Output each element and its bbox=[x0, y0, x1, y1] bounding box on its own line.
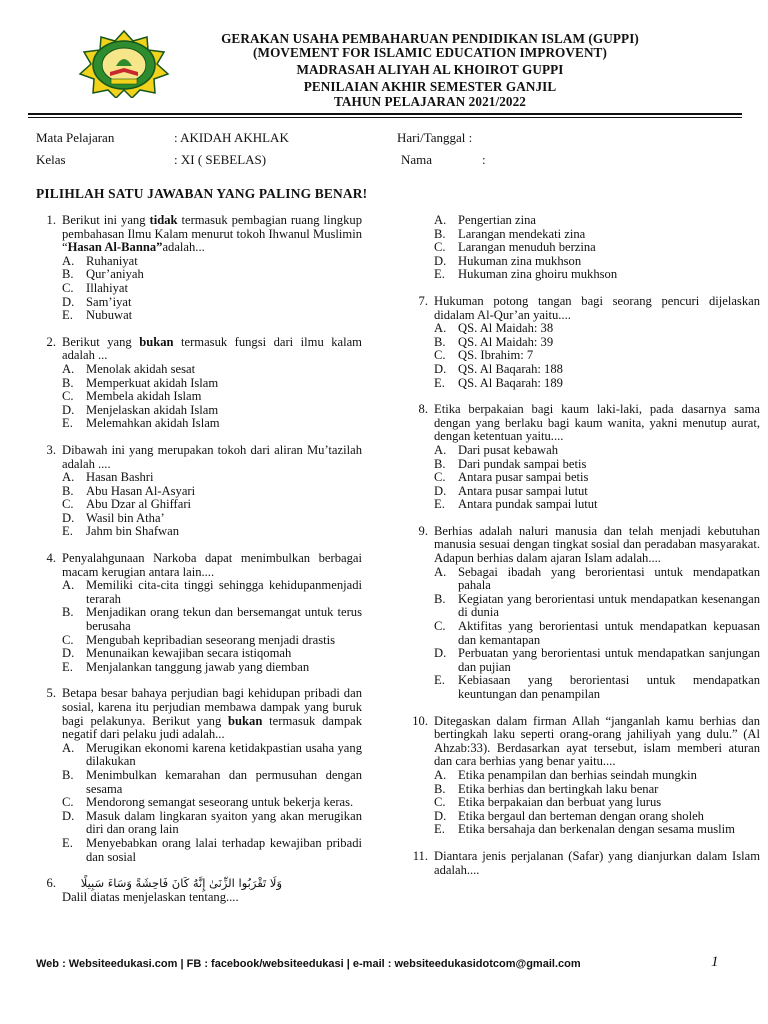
option-text: Sam’iyat bbox=[86, 294, 132, 309]
option-text: Etika berhias dan bertingkah laku benar bbox=[458, 781, 659, 796]
day-date-label: Hari/Tanggal : bbox=[397, 130, 473, 145]
option-text: Antara pusar sampai lutut bbox=[458, 483, 588, 498]
question-number: 11. bbox=[412, 848, 428, 863]
name-colon: : bbox=[482, 152, 486, 167]
option-item bbox=[62, 525, 362, 539]
option-letter: D. bbox=[62, 646, 75, 661]
question-text-part: Dibawah ini yang merupakan tokoh dari aliran Mu’tazilah adalah .... bbox=[62, 442, 362, 471]
option-letter: B. bbox=[434, 226, 446, 241]
option-text: Kegiatan yang berorientasi untuk mendapatkan kesenangan di dunia bbox=[458, 591, 760, 620]
option-letter: B. bbox=[434, 781, 446, 796]
question-number: 10. bbox=[412, 713, 428, 728]
question-text bbox=[434, 295, 760, 322]
header-line-1: GERAKAN USAHA PEMBAHARUAN PENDIDIKAN ISLAM (GUPPI) bbox=[221, 31, 639, 46]
option-text: Memiliki cita-cita tinggi sehingga kehidupanmenjadi terarah bbox=[86, 578, 362, 606]
option-letter: E. bbox=[434, 267, 445, 282]
option-item bbox=[434, 349, 760, 363]
option-text: Abu Dzar al Ghiffari bbox=[86, 497, 192, 512]
option-item bbox=[62, 634, 362, 648]
option-letter: D. bbox=[62, 294, 75, 309]
option-letter: E. bbox=[434, 375, 445, 390]
option-letter: A. bbox=[62, 253, 75, 268]
option-letter: C. bbox=[62, 632, 74, 647]
question-text-bold: tidak bbox=[149, 213, 178, 227]
option-item bbox=[62, 417, 362, 431]
option-letter: E. bbox=[62, 659, 73, 674]
question-text-part: termasuk dampak negatif dari pelaku judi adalah... bbox=[62, 713, 363, 742]
option-text: Antara pundak sampai lutut bbox=[458, 497, 598, 512]
option-letter: C. bbox=[62, 280, 74, 295]
option-text: Menjalankan tanggung jawab yang diemban bbox=[86, 659, 310, 674]
option-item bbox=[434, 471, 760, 485]
option-text: Membela akidah Islam bbox=[86, 389, 202, 404]
option-letter: E. bbox=[62, 524, 73, 539]
subject-label: Mata Pelajaran bbox=[36, 130, 115, 145]
option-item bbox=[62, 810, 362, 837]
option-item bbox=[434, 485, 760, 499]
option-text: Menunaikan kewajiban secara istiqomah bbox=[86, 646, 292, 661]
question-item bbox=[34, 214, 362, 323]
option-letter: D. bbox=[434, 361, 447, 376]
question-text-part: Berhias adalah naluri manusia dan telah menjadi kebutuhan manusia sesuai dengan tingkat sosial dan peradaban masyarakat. Adapun berhias dalam ajaran Islam adalah.... bbox=[434, 523, 760, 566]
option-item bbox=[434, 255, 760, 269]
question-text-part: Hukuman potong tangan bagi seorang pencuri dijelaskan didalam Al-Qur’an yaitu.... bbox=[434, 293, 760, 322]
option-text: Mendorong semangat seseorang untuk bekerja keras. bbox=[86, 795, 354, 810]
question-text-part: termasuk fungsi dari ilmu kalam adalah ... bbox=[62, 334, 362, 363]
option-text: Etika berpakaian dan berbuat yang lurus bbox=[458, 795, 662, 810]
option-letter: E. bbox=[62, 835, 73, 850]
questions-left-column bbox=[34, 214, 362, 904]
option-item bbox=[434, 647, 760, 674]
question-text-bold: Hasan Al-Banna” bbox=[67, 240, 163, 255]
option-text: Ruhaniyat bbox=[86, 253, 138, 268]
question-number: 1. bbox=[46, 213, 56, 227]
question-item bbox=[406, 525, 760, 702]
option-text: QS. Al Baqarah: 188 bbox=[458, 361, 563, 376]
option-text: Abu Hasan Al-Asyari bbox=[86, 483, 196, 498]
option-item bbox=[434, 810, 760, 824]
option-text: QS. Al Maidah: 38 bbox=[458, 321, 554, 336]
header-rule-thin bbox=[28, 117, 742, 118]
option-item bbox=[62, 796, 362, 810]
option-text: Etika bersahaja dan berkenalan dengan sesama muslim bbox=[458, 822, 735, 837]
option-text: Perbuatan yang berorientasi untuk mendapatkan sanjungan dan pujian bbox=[458, 646, 760, 674]
option-list bbox=[434, 769, 760, 837]
option-text: Menolak akidah sesat bbox=[86, 361, 196, 376]
option-item bbox=[434, 336, 760, 350]
header-line-4: PENILAIAN AKHIR SEMESTER GANJIL bbox=[303, 79, 557, 94]
option-item bbox=[434, 498, 760, 512]
option-text: Hukuman zina mukhson bbox=[458, 253, 582, 268]
option-letter: E. bbox=[62, 416, 73, 431]
question-item bbox=[34, 336, 362, 431]
option-item bbox=[434, 363, 760, 377]
question-number: 8. bbox=[418, 402, 428, 417]
option-item bbox=[434, 458, 760, 472]
option-item bbox=[434, 322, 760, 336]
option-text: Larangan menuduh berzina bbox=[458, 240, 596, 255]
option-text: Etika penampilan dan berhias seindah mungkin bbox=[458, 767, 697, 782]
question-number: 4. bbox=[46, 551, 56, 566]
option-letter: C. bbox=[434, 470, 446, 485]
option-letter: E. bbox=[434, 822, 445, 837]
option-text: Mengubah kepribadian seseorang menjadi drastis bbox=[86, 632, 336, 647]
option-text: Masuk dalam lingkaran syaiton yang akan merugikan diri dan orang lain bbox=[86, 808, 362, 837]
option-letter: C. bbox=[62, 389, 74, 404]
option-text: Melemahkan akidah Islam bbox=[86, 416, 220, 431]
option-list bbox=[62, 742, 362, 864]
option-item bbox=[62, 512, 362, 526]
header-line-2: (MOVEMENT FOR ISLAMIC EDUCATION IMPROVENT) bbox=[253, 45, 607, 60]
option-item bbox=[434, 377, 760, 391]
option-text: QS. Ibrahim: 7 bbox=[458, 348, 534, 363]
class-value: : XI ( SEBELAS) bbox=[174, 152, 267, 167]
option-letter: B. bbox=[434, 334, 446, 349]
option-letter: D. bbox=[434, 253, 447, 268]
option-text: Memperkuat akidah Islam bbox=[86, 375, 219, 390]
option-item bbox=[62, 606, 362, 633]
option-item bbox=[62, 661, 362, 675]
option-letter: B. bbox=[62, 267, 74, 282]
question-text bbox=[62, 687, 362, 741]
option-item bbox=[62, 282, 362, 296]
option-list bbox=[434, 444, 760, 512]
arabic-verse bbox=[62, 877, 362, 891]
question-text-part: termasuk pembagian ruang lingkup pembahasan Ilmu Kalam menurut tokoh Ihwanul Muslimin “ bbox=[62, 213, 362, 255]
option-letter: B. bbox=[62, 767, 74, 782]
header-line-3: MADRASAH ALIYAH AL KHOIROT GUPPI bbox=[296, 62, 564, 77]
option-letter: D. bbox=[62, 402, 75, 417]
option-item bbox=[62, 363, 362, 377]
question-text bbox=[434, 403, 760, 444]
option-item bbox=[62, 471, 362, 485]
option-item bbox=[434, 823, 760, 837]
option-letter: D. bbox=[434, 808, 447, 823]
option-letter: B. bbox=[62, 375, 74, 390]
question-number: 3. bbox=[46, 442, 56, 457]
option-item bbox=[62, 647, 362, 661]
option-item bbox=[434, 783, 760, 797]
question-text-part: Berikut yang bbox=[62, 334, 140, 349]
question-item bbox=[406, 403, 760, 512]
header-line-5: TAHUN PELAJARAN 2021/2022 bbox=[333, 94, 526, 109]
option-item bbox=[62, 498, 362, 512]
subject-value: : AKIDAH AKHLAK bbox=[174, 130, 289, 145]
question-text bbox=[62, 552, 362, 579]
option-item bbox=[62, 377, 362, 391]
question-number: 5. bbox=[46, 686, 56, 701]
option-letter: B. bbox=[62, 605, 74, 620]
option-item bbox=[62, 309, 362, 323]
question-item bbox=[406, 715, 760, 837]
option-text: Antara pusar sampai betis bbox=[458, 470, 589, 485]
option-text: Merugikan ekonomi karena ketidakpastian usaha yang dilakukan bbox=[86, 740, 362, 769]
option-item bbox=[434, 620, 760, 647]
option-item bbox=[434, 566, 760, 593]
question-text-part: Berikut ini yang bbox=[62, 213, 150, 227]
option-text: Hasan Bashri bbox=[86, 470, 154, 485]
question-text: Dalil diatas menjelaskan tentang.... bbox=[62, 889, 239, 904]
option-list bbox=[434, 566, 760, 702]
option-item bbox=[434, 769, 760, 783]
option-item bbox=[62, 769, 362, 796]
option-item bbox=[62, 390, 362, 404]
question-item bbox=[34, 444, 362, 539]
option-item bbox=[434, 444, 760, 458]
option-letter: A. bbox=[434, 213, 447, 227]
question-text bbox=[434, 525, 760, 566]
question-continuation bbox=[406, 214, 760, 282]
option-letter: E. bbox=[62, 308, 73, 323]
option-letter: C. bbox=[434, 619, 446, 634]
option-text: Illahiyat bbox=[86, 280, 128, 295]
option-letter: E. bbox=[434, 673, 445, 688]
option-letter: A. bbox=[434, 564, 447, 579]
option-text: Menjadikan orang tekun dan bersemangat untuk terus berusaha bbox=[86, 605, 362, 634]
option-list bbox=[62, 255, 362, 323]
option-text: QS. Al Baqarah: 189 bbox=[458, 375, 563, 390]
option-item bbox=[434, 268, 760, 282]
option-text: Menyebabkan orang lalai terhadap kewajiban pribadi dan sosial bbox=[86, 835, 362, 864]
option-text: Aktifitas yang berorientasi untuk mendapatkan kepuasan dan kemantapan bbox=[458, 619, 760, 647]
option-item bbox=[434, 214, 760, 228]
option-item bbox=[434, 593, 760, 620]
option-text: Dari pusat kebawah bbox=[458, 442, 559, 457]
option-item bbox=[62, 296, 362, 310]
question-text-part: Etika berpakaian bagi kaum laki-laki, pada dasarnya sama dengan yang berlaku bagi kaum wanita, yakni menutup aurat, dengan ketentuan yaitu.... bbox=[434, 402, 760, 444]
option-item bbox=[434, 796, 760, 810]
question-number: 2. bbox=[46, 334, 56, 349]
option-letter: B. bbox=[62, 483, 74, 498]
question-number: 6. bbox=[46, 876, 56, 891]
option-item bbox=[434, 241, 760, 255]
option-letter: C. bbox=[434, 795, 446, 810]
option-text: Etika bergaul dan berteman dengan orang sholeh bbox=[458, 808, 704, 823]
question-text-bold: bukan bbox=[228, 713, 263, 728]
option-item bbox=[434, 674, 760, 701]
option-letter: B. bbox=[434, 591, 446, 606]
footer-links: Web : Websiteedukasi.com | FB : facebook/websiteedukasi | e-mail : websiteedukasidotcom@gmail.com bbox=[36, 958, 581, 970]
question-item bbox=[406, 295, 760, 390]
question-text-bold: bukan bbox=[139, 334, 174, 349]
option-item bbox=[62, 255, 362, 269]
option-letter: C. bbox=[62, 795, 74, 810]
question-text-part: Penyalahgunaan Narkoba dapat menimbulkan berbagai macam kerugian antara lain.... bbox=[62, 551, 362, 579]
option-item bbox=[434, 228, 760, 242]
class-label: Kelas bbox=[36, 152, 66, 167]
option-letter: B. bbox=[434, 456, 446, 471]
option-list bbox=[62, 579, 362, 674]
option-text: Qur’aniyah bbox=[86, 267, 144, 282]
question-item bbox=[34, 552, 362, 674]
option-text: Hukuman zina ghoiru mukhson bbox=[458, 267, 618, 282]
option-letter: D. bbox=[62, 510, 75, 525]
option-text: Wasil bin Atha’ bbox=[86, 510, 165, 525]
name-label: Nama bbox=[401, 152, 433, 167]
option-text: Dari pundak sampai betis bbox=[458, 456, 587, 471]
option-item bbox=[62, 485, 362, 499]
option-list bbox=[434, 214, 760, 282]
option-letter: C. bbox=[434, 348, 446, 363]
question-item bbox=[34, 877, 362, 904]
question-text-part: adalah... bbox=[162, 240, 205, 255]
option-letter: D. bbox=[434, 646, 447, 661]
page-number: 1 bbox=[711, 954, 719, 970]
arabic-verse-text: وَلَا تَقْرَبُوا الزِّنَىٰ إِنَّهُ كَانَ فَاحِشَةً وَسَاءَ سَبِيلًا bbox=[80, 876, 282, 891]
option-letter: A. bbox=[434, 321, 447, 336]
option-letter: A. bbox=[62, 361, 75, 376]
question-text-part: Diantara jenis perjalanan (Safar) yang dianjurkan dalam Islam adalah.... bbox=[434, 848, 760, 877]
question-item bbox=[34, 687, 362, 864]
option-text: Nubuwat bbox=[86, 308, 133, 323]
option-text: Sebagai ibadah yang berorientasi untuk mendapatkan pahala bbox=[458, 564, 760, 593]
option-letter: D. bbox=[434, 483, 447, 498]
option-letter: D. bbox=[62, 808, 75, 823]
option-text: Jahm bin Shafwan bbox=[86, 524, 180, 539]
logo-banner bbox=[111, 79, 137, 84]
option-letter: A. bbox=[434, 442, 447, 457]
question-text bbox=[62, 336, 362, 363]
questions-right-column bbox=[406, 214, 760, 890]
option-list bbox=[434, 322, 760, 390]
option-letter: C. bbox=[434, 240, 446, 255]
option-text: Menjelaskan akidah Islam bbox=[86, 402, 219, 417]
option-text: Pengertian zina bbox=[458, 213, 536, 227]
option-letter: E. bbox=[434, 497, 445, 512]
question-item bbox=[406, 850, 760, 877]
question-text bbox=[62, 214, 362, 255]
question-text-part: Betapa besar bahaya perjudian bagi kehidupan pribadi dan sosial, karena itu perjudian membawa dampak yang buruk bagi pelakunya. Berikut yang bbox=[62, 686, 362, 728]
option-item bbox=[62, 268, 362, 282]
option-text: Menimbulkan kemarahan dan permusuhan dengan sesama bbox=[86, 767, 362, 796]
option-text: QS. Al Maidah: 39 bbox=[458, 334, 554, 349]
option-item bbox=[62, 579, 362, 606]
option-list bbox=[62, 471, 362, 539]
option-letter: A. bbox=[62, 578, 75, 593]
option-letter: A. bbox=[62, 740, 75, 755]
option-item bbox=[62, 837, 362, 864]
question-number: 7. bbox=[418, 293, 428, 308]
question-text bbox=[434, 850, 760, 877]
option-text: Larangan mendekati zina bbox=[458, 226, 586, 241]
question-text bbox=[62, 444, 362, 471]
header-rule-thick bbox=[28, 113, 742, 115]
option-letter: A. bbox=[434, 767, 447, 782]
option-item bbox=[62, 742, 362, 769]
instruction-heading: PILIHLAH SATU JAWABAN YANG PALING BENAR! bbox=[36, 186, 368, 201]
option-list bbox=[62, 363, 362, 431]
option-item bbox=[62, 404, 362, 418]
question-text-part: Ditegaskan dalam firman Allah “janganlah kamu berhias dan bertingkah laku seperti orang-orang jahiliyah yang dulu.” (Al Ahzab:33). Berdasarkan ayat tersebut, islam memberi aturan dan cara berhias yang benar yaitu.... bbox=[434, 713, 760, 769]
question-number: 9. bbox=[418, 523, 428, 538]
question-text bbox=[434, 715, 760, 769]
option-letter: A. bbox=[62, 470, 75, 485]
option-text: Kebiasaan yang berorientasi untuk mendapatkan keuntungan dan penampilan bbox=[458, 673, 760, 701]
option-letter: C. bbox=[62, 497, 74, 512]
